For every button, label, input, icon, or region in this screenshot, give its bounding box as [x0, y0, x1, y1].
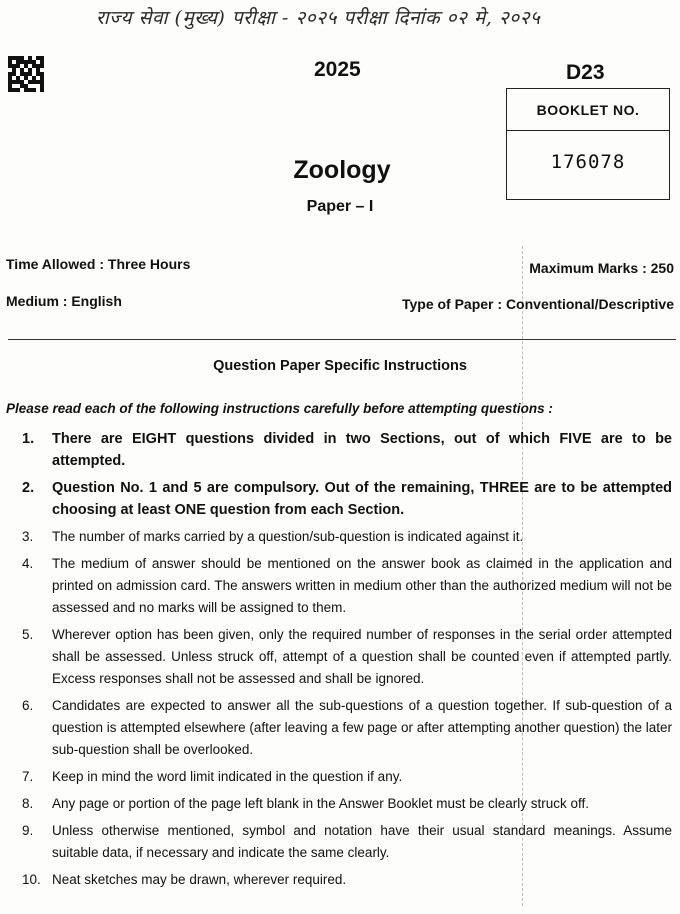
- instruction-number: 5.: [22, 627, 34, 642]
- instruction-number: 10.: [22, 872, 41, 887]
- instructions-list: [12, 428, 672, 896]
- instruction-number: 4.: [22, 556, 34, 571]
- instruction-text: Candidates are expected to answer all the sub-questions of a question together. If sub-question of a question is attempted elsewhere (after leaving a few page or after attempting another question) the later sub-question shall be overlooked.: [52, 698, 672, 757]
- instruction-number: 8.: [22, 796, 34, 811]
- instruction-text: Unless otherwise mentioned, symbol and notation have their usual standard meanings. Assume suitable data, if necessary and indicate the same clearly.: [52, 823, 672, 860]
- instruction-number: 6.: [22, 698, 34, 713]
- instruction-text: The number of marks carried by a question/sub-question is indicated against it.: [52, 529, 524, 544]
- instructions-heading: Question Paper Specific Instructions: [213, 358, 467, 374]
- qr-code-icon: [8, 56, 44, 92]
- instruction-text: There are EIGHT questions divided in two Sections, out of which FIVE are to be attempted.: [52, 431, 672, 469]
- instruction-item: [12, 624, 672, 690]
- instruction-text: Neat sketches may be drawn, wherever required.: [52, 872, 347, 887]
- time-allowed: Time Allowed : Three Hours: [6, 256, 191, 272]
- medium: Medium : English: [6, 293, 122, 309]
- instruction-item: [12, 428, 672, 472]
- exam-year: 2025: [314, 58, 361, 81]
- instruction-item: [12, 793, 672, 815]
- instruction-item: [12, 869, 672, 891]
- instruction-item: [12, 477, 672, 521]
- booklet-label: BOOKLET NO.: [507, 89, 669, 131]
- instruction-item: [12, 820, 672, 864]
- booklet-number: 176078: [550, 151, 626, 173]
- type-of-paper: Type of Paper : Conventional/Descriptive: [401, 296, 674, 312]
- instruction-number: 3.: [22, 529, 34, 544]
- instruction-number: 9.: [22, 823, 34, 838]
- maximum-marks: Maximum Marks : 250: [529, 260, 674, 276]
- instruction-text: Keep in mind the word limit indicated in the question if any.: [52, 769, 403, 784]
- instruction-text: The medium of answer should be mentioned on the answer book as claimed in the application and printed on admission card. The answers written in medium other than the authorized medium will not be assessed and no marks will be assigned to them.: [52, 556, 672, 615]
- instruction-text: Any page or portion of the page left blank in the Answer Booklet must be clearly struck off.: [52, 796, 590, 811]
- instruction-item: [12, 695, 672, 761]
- divider: [8, 339, 676, 340]
- instruction-text: Wherever option has been given, only the required number of responses in the serial order attempted shall be assessed. Unless struck off, attempt of a question shall be counted even if attempted partly. Excess responses shall not be assessed and shall be ignored.: [52, 627, 672, 686]
- instruction-number: 7.: [22, 769, 34, 784]
- instruction-item: [12, 553, 672, 619]
- instruction-number: 1.: [22, 431, 35, 447]
- instruction-item: [12, 766, 672, 788]
- instruction-item: [12, 526, 672, 548]
- handwritten-note: राज्य सेवा (मुख्य) परीक्षा - २०२५ परीक्षा दिनांक ०२ मे, २०२५: [96, 7, 541, 29]
- instruction-number: 2.: [22, 480, 35, 496]
- paper-code: D23: [566, 61, 605, 84]
- instructions-intro: Please read each of the following instructions carefully before attempting questions :: [6, 401, 553, 416]
- subject-title: Zoology: [293, 156, 391, 184]
- instruction-text: Question No. 1 and 5 are compulsory. Out of the remaining, THREE are to be attempted choosing at least ONE question from each Section.: [52, 480, 672, 518]
- paper-title: Paper – I: [306, 198, 374, 215]
